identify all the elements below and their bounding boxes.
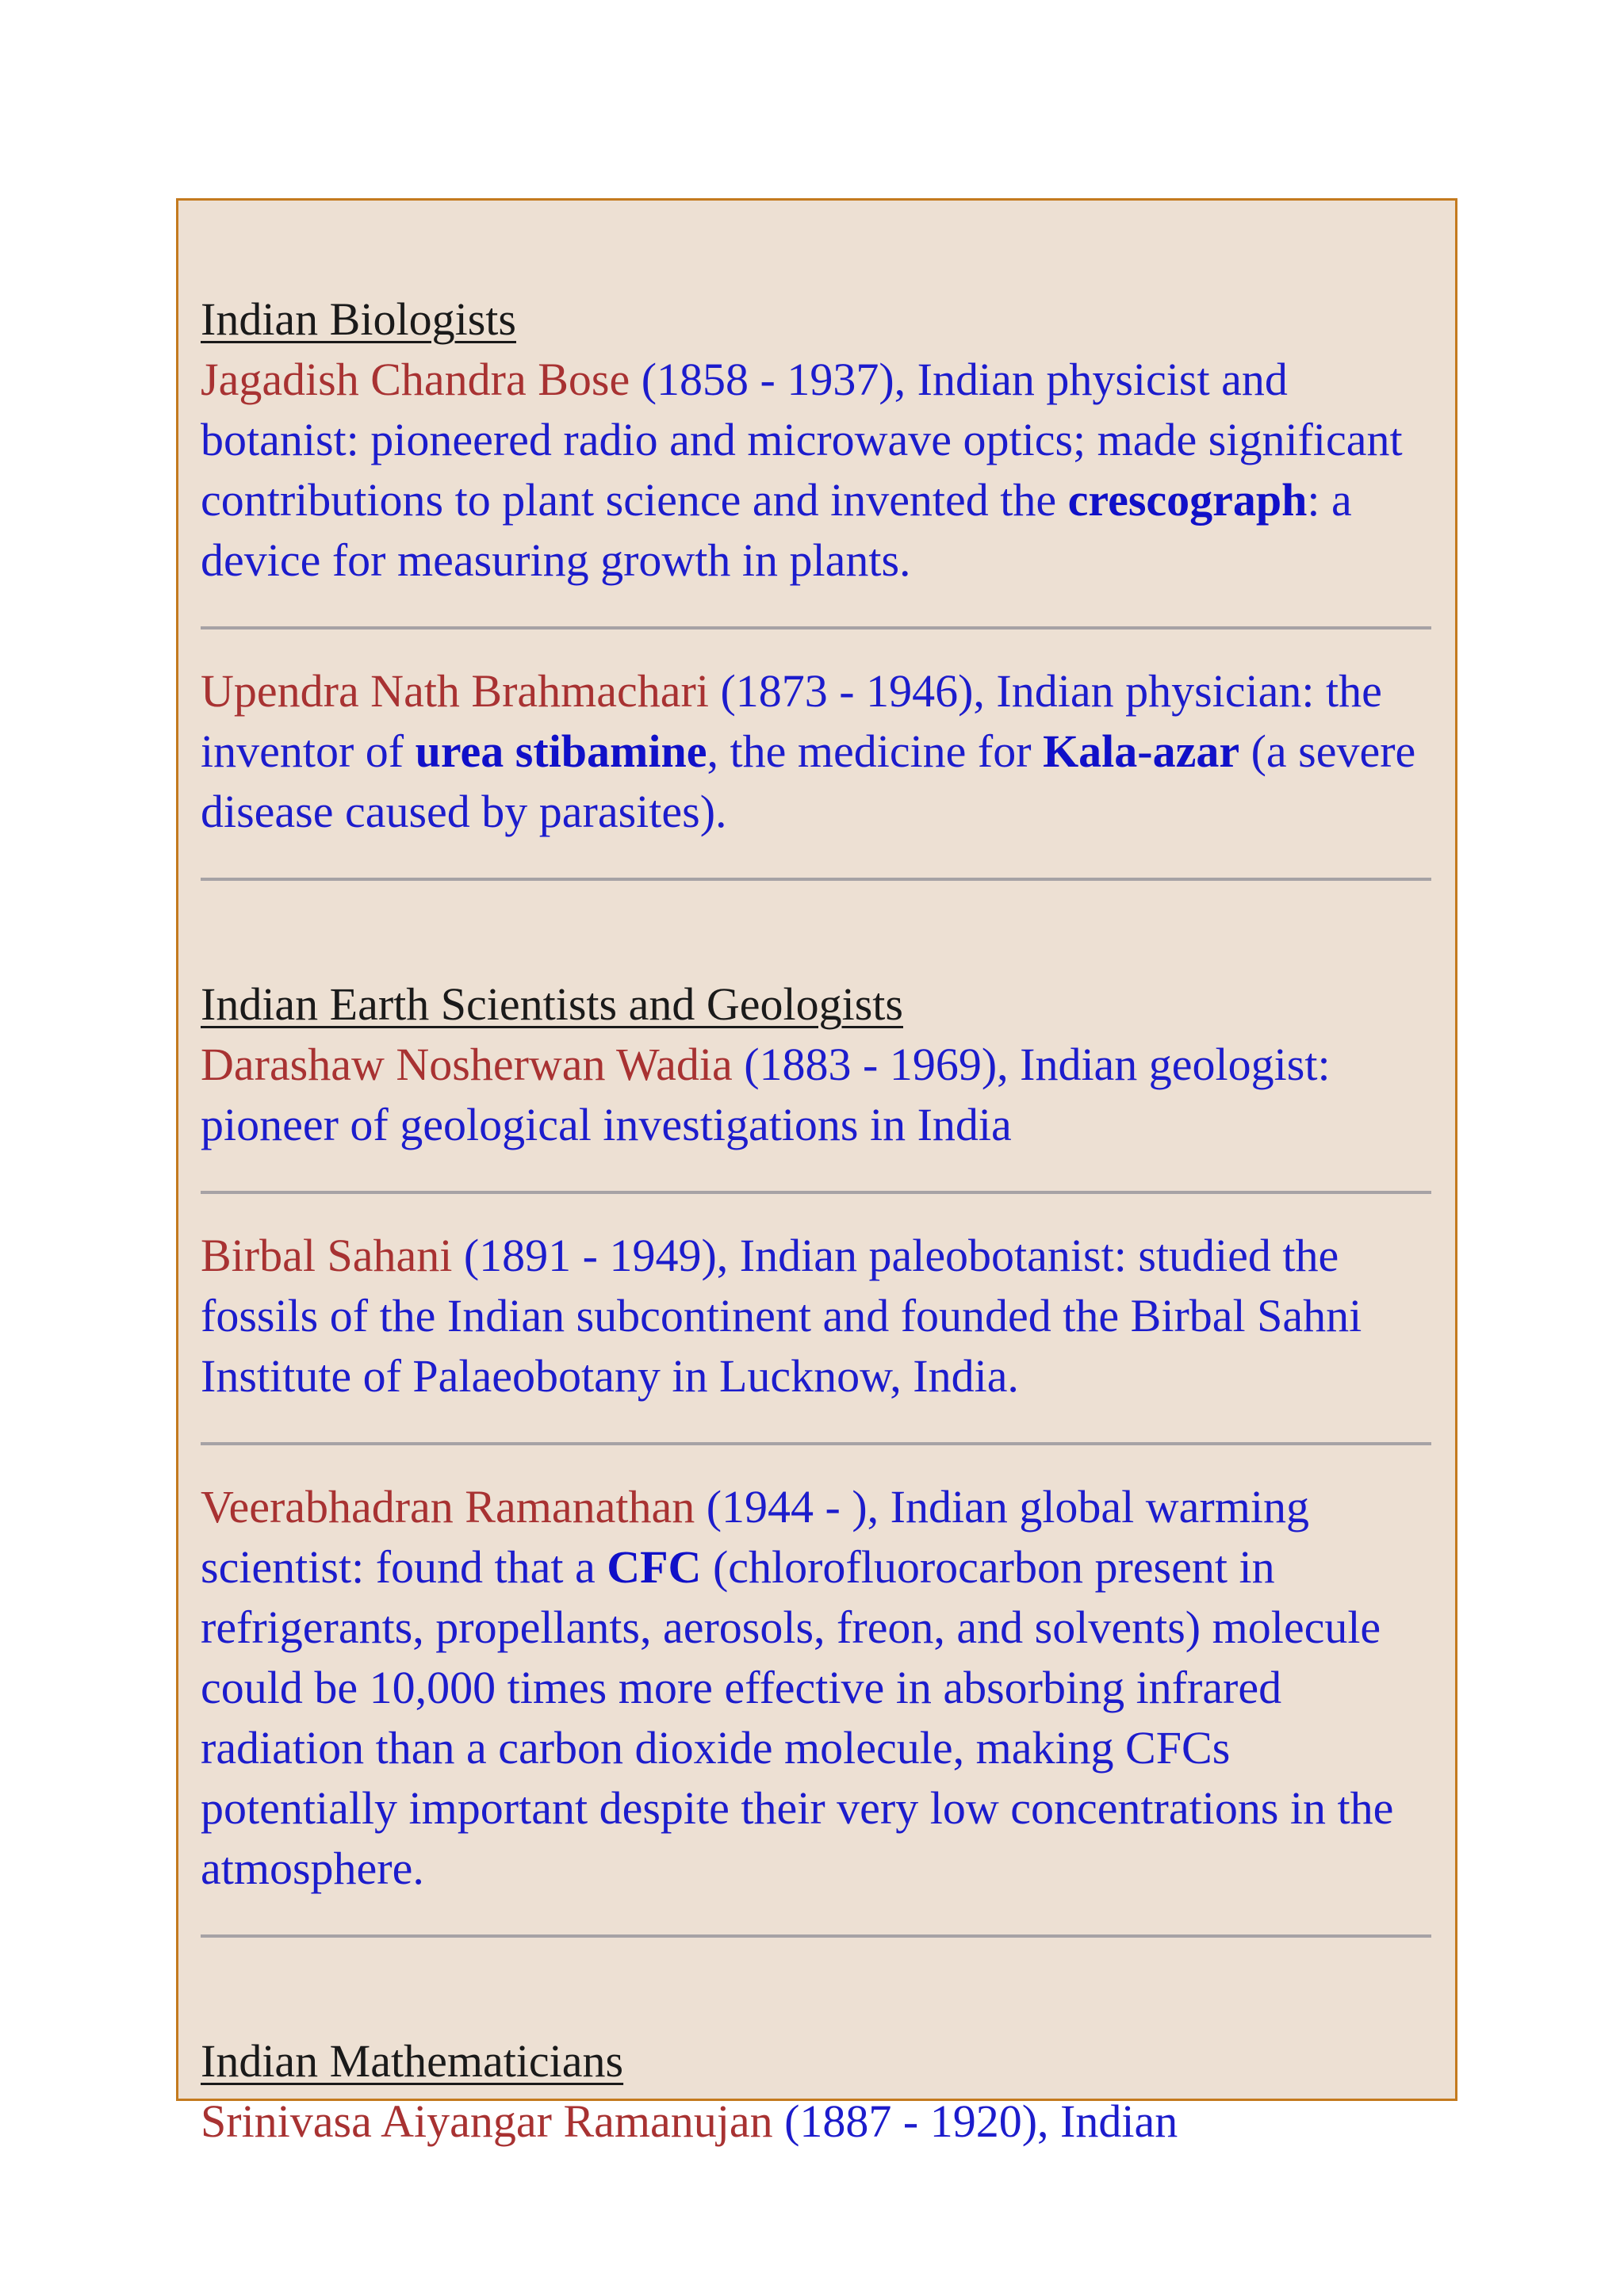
- entry-srinivasa-ramanujan: Srinivasa Aiyangar Ramanujan (1887 - 1920), Indian: [201, 2095, 1178, 2147]
- scientist-name: Upendra Nath Brahmachari: [201, 665, 709, 717]
- entry-jagadish-chandra-bose: Jagadish Chandra Bose (1858 - 1937), Indian physicist and botanist: pioneered radio and microwave optics; made significant contributions to plant science and invented the crescograph: a device for measuring growth in plants.: [201, 354, 1403, 586]
- section-heading-earth-scientists: Indian Earth Scientists and Geologists: [201, 978, 903, 1030]
- entry-darashaw-nosherwan-wadia: Darashaw Nosherwan Wadia (1883 - 1969), Indian geologist: pioneer of geological investigations in India: [201, 1039, 1331, 1150]
- highlight-term: urea stibamine: [415, 725, 707, 777]
- entry-birbal-sahani: Birbal Sahani (1891 - 1949), Indian paleobotanist: studied the fossils of the Indian subcontinent and founded the Birbal Sahni Institute of Palaeobotany in Lucknow, India.: [201, 1230, 1362, 1402]
- scientist-name: Darashaw Nosherwan Wadia: [201, 1039, 733, 1090]
- section-heading-mathematicians: Indian Mathematicians: [201, 2035, 624, 2087]
- highlight-term: crescograph: [1067, 474, 1308, 526]
- highlight-term: Kala-azar: [1043, 725, 1240, 777]
- scientist-name: Veerabhadran Ramanathan: [201, 1481, 695, 1533]
- highlight-term: CFC: [607, 1541, 702, 1593]
- scientist-name: Srinivasa Aiyangar Ramanujan: [201, 2095, 773, 2147]
- content-panel: [176, 198, 1457, 2147]
- entry-veerabhadran-ramanathan: Veerabhadran Ramanathan (1944 - ), Indian global warming scientist: found that a CFC (chlorofluorocarbon present in refrigerants, propellants, aerosols, freon, and solvents) molecule could be 10,000 times more effective in absorbing infrared radiation than a carbon dioxide molecule, making CFCs potentially important despite their very low concentrations in the atmosphere.: [201, 1481, 1394, 1894]
- scientist-name: Jagadish Chandra Bose: [201, 354, 630, 405]
- scientist-name: Birbal Sahani: [201, 1230, 453, 1281]
- section-heading-biologists: Indian Biologists: [201, 293, 516, 345]
- entry-upendra-nath-brahmachari: Upendra Nath Brahmachari (1873 - 1946), Indian physician: the inventor of urea stibamine, the medicine for Kala-azar (a severe disease caused by parasites).: [201, 665, 1416, 837]
